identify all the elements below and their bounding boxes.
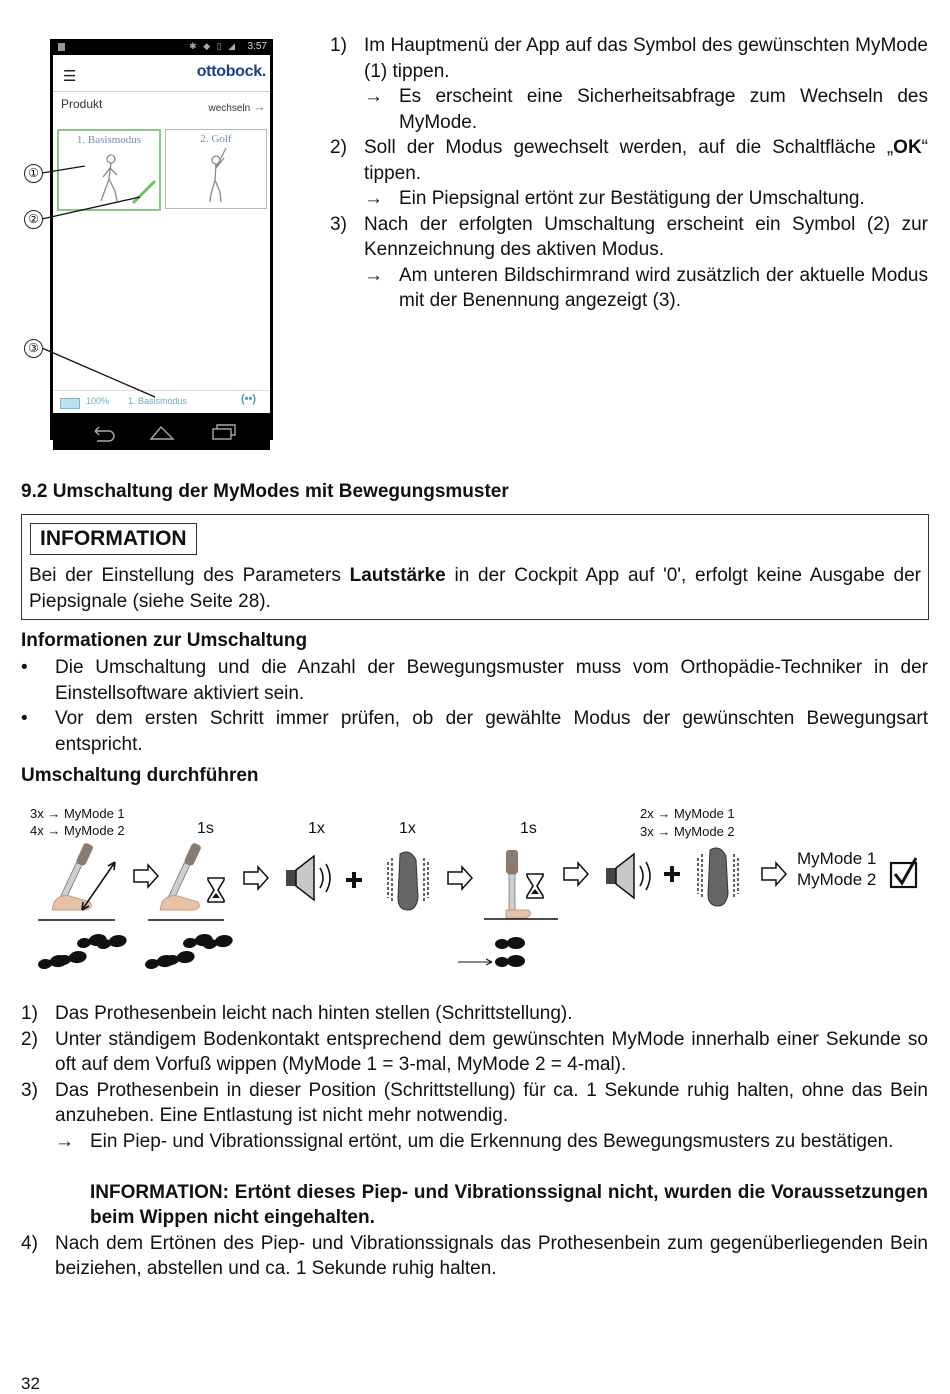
beep-count: 1x xyxy=(308,820,325,837)
result-mymode-2: MyMode 2 xyxy=(797,870,877,889)
bullet-text: Die Umschaltung und die Anzahl der Bewegungsmuster muss vom Orthopädie-Techniker in der Einstellsoftware aktiviert sein. xyxy=(55,657,928,704)
step-text: Nach dem Ertönen des Piep- und Vibrationssignals das Prothesenbein zum gegenüberliegenden Bein beiziehen, abstellen und ca. 1 Sekunde ruhig halten. xyxy=(55,1232,928,1279)
flow-arrow-icon xyxy=(448,867,472,889)
arrow-right-icon: → xyxy=(253,99,266,114)
step-text: Das Prothesenbein in dieser Position (Schrittstellung) für ca. 1 Sekunde ruhig halten, ohne das Bein anzuheben. Eine Entlastung ist nicht mehr notwendig. xyxy=(55,1079,928,1126)
callout-2: ② xyxy=(24,210,43,229)
result-text: Am unteren Bildschirmrand wird zusätzlich der aktuelle Modus mit der Benennung angezeigt (3). xyxy=(399,264,928,311)
tap-count-mymode-2: 4x → MyMode 2 xyxy=(30,823,125,838)
flow-arrow-icon xyxy=(244,867,268,889)
bottom-step-2 xyxy=(21,1027,928,1078)
result-arrow: → xyxy=(364,188,383,209)
prosthesis-leg-upright-icon xyxy=(506,850,531,918)
step-text: Im Hauptmenü der App auf das Symbol des gewünschten MyMode (1) tippen. xyxy=(364,35,928,82)
hourglass-icon xyxy=(527,874,543,898)
hold-time-1: 1s xyxy=(197,820,214,837)
step-text-post: “ tippen. xyxy=(364,137,928,184)
step-text: Das Prothesenbein leicht nach hinten stellen (Schrittstellung). xyxy=(55,1003,573,1024)
status-time: 3:57 xyxy=(247,41,267,52)
checked-box-icon xyxy=(891,858,916,887)
step-text-pre: Soll der Modus gewechselt werden, auf die Schaltfläche „ xyxy=(364,137,894,158)
bottom-step-4 xyxy=(21,1231,928,1282)
vibration-icon xyxy=(388,852,428,910)
subheading-informationen: Informationen zur Umschaltung xyxy=(21,630,308,651)
top-step-3-result xyxy=(330,263,928,314)
battery-percent: 100% xyxy=(86,396,110,406)
prosthesis-leg-icon xyxy=(52,842,94,910)
bluetooth-signal-icon[interactable]: (••) xyxy=(240,393,256,405)
bullet-list xyxy=(0,655,950,765)
bottom-step-3 xyxy=(21,1078,928,1129)
information-box xyxy=(21,514,929,620)
top-step-1-result xyxy=(330,84,928,135)
hourglass-icon xyxy=(208,878,224,902)
section-title: 9.2 Umschaltung der MyModes mit Bewegungsmuster xyxy=(21,481,509,502)
result-text: Ein Piepsignal ertönt zur Bestätigung der Umschaltung. xyxy=(399,188,865,209)
ok-label: OK xyxy=(893,137,922,158)
result-text: Es erscheint eine Sicherheitsabfrage zum Wechseln des MyMode. xyxy=(399,86,928,133)
status-icons: ✱ ◆ ▯ ◢ xyxy=(189,41,237,51)
step-number: 4) xyxy=(21,1232,38,1254)
produkt-label: Produkt xyxy=(61,97,103,111)
tap-count-2-mymode-2: 3x → MyMode 2 xyxy=(640,824,735,839)
hamburger-menu-icon[interactable]: ☰ xyxy=(63,68,77,85)
result-arrow: → xyxy=(364,264,383,286)
top-steps xyxy=(330,33,928,314)
current-mode-label: 1. Basismodus xyxy=(128,396,188,406)
flow-arrow-icon xyxy=(762,863,786,885)
result-text: Ein Piep- und Vibrationssignal ertönt, um die Erkennung des Bewegungsmusters zu bestätigen. xyxy=(90,1130,894,1152)
vibration-count: 1x xyxy=(399,820,416,837)
info-text-pre: Bei der Einstellung des Parameters xyxy=(29,565,350,586)
tap-count-mymode-1: 3x → MyMode 1 xyxy=(30,806,125,821)
step-number: 3) xyxy=(21,1079,38,1101)
speaker-beep-icon xyxy=(606,854,650,898)
step-text: Unter ständigem Bodenkontakt entsprechend dem gewünschten MyMode innerhalb einer Sekunde so oft auf dem Vorfuß wippen (MyMode 1 = 3-mal, MyMode 2 = 4-mal). xyxy=(55,1028,928,1075)
mode-card-label: 1. Basismodus xyxy=(76,134,142,146)
flow-arrow-icon xyxy=(564,863,588,885)
step-number: 2) xyxy=(330,137,347,158)
result-arrow: → xyxy=(364,86,383,107)
top-step-3 xyxy=(330,212,928,263)
information-badge: INFORMATION xyxy=(30,523,197,555)
top-step-2 xyxy=(330,135,928,186)
app-logo: ottobock. xyxy=(196,63,266,80)
result-arrow: → xyxy=(55,1130,74,1152)
top-step-1 xyxy=(330,33,928,84)
result-mymode-1: MyMode 1 xyxy=(797,849,877,868)
bullet-text: Vor dem ersten Schritt immer prüfen, ob der gewählte Modus der gewünschten Bewegungsart entspricht. xyxy=(55,708,928,755)
bottom-step-3-result xyxy=(21,1129,928,1231)
tap-count-2-mymode-1: 2x → MyMode 1 xyxy=(640,806,735,821)
info-text-post: in der Cockpit App auf '0', erfolgt keine Ausgabe der Piepsignale (siehe Seite 28). xyxy=(29,565,921,612)
step-number: 2) xyxy=(21,1028,38,1050)
callout-1: ① xyxy=(24,164,43,183)
step-number: 1) xyxy=(21,1003,38,1024)
step-number: 3) xyxy=(330,213,347,235)
procedure-diagram xyxy=(0,840,950,980)
info-text-bold: Lautstärke xyxy=(349,565,446,586)
bullet-dot: • xyxy=(21,708,28,729)
vibration-icon xyxy=(698,848,738,906)
step-text: Nach der erfolgten Umschaltung erscheint ein Symbol (2) zur Kennzeichnung des aktiven Modus. xyxy=(364,213,928,260)
subheading-durchfuehren: Umschaltung durchführen xyxy=(21,765,259,786)
bottom-steps xyxy=(21,1001,928,1282)
speaker-beep-icon xyxy=(286,856,330,900)
mode-card-label: 2. Golf xyxy=(200,133,232,145)
callout-3: ③ xyxy=(24,339,43,358)
step-text xyxy=(364,135,928,186)
step-number: 1) xyxy=(330,35,347,56)
prosthesis-leg-icon xyxy=(160,842,202,910)
bottom-step-1 xyxy=(21,1001,928,1027)
hold-time-2: 1s xyxy=(520,820,537,837)
result-information-bold: INFORMATION: Ertönt dieses Piep- und Vibrationssignal nicht, wurden die Voraussetzungen beim Wippen nicht eingehalten. xyxy=(90,1181,928,1228)
wechseln-label: wechseln xyxy=(208,103,251,114)
information-text xyxy=(29,563,921,614)
bullet-dot: • xyxy=(21,657,28,678)
page-number: 32 xyxy=(21,1374,40,1393)
flow-arrow-icon xyxy=(134,865,158,887)
top-step-2-result xyxy=(330,186,928,212)
